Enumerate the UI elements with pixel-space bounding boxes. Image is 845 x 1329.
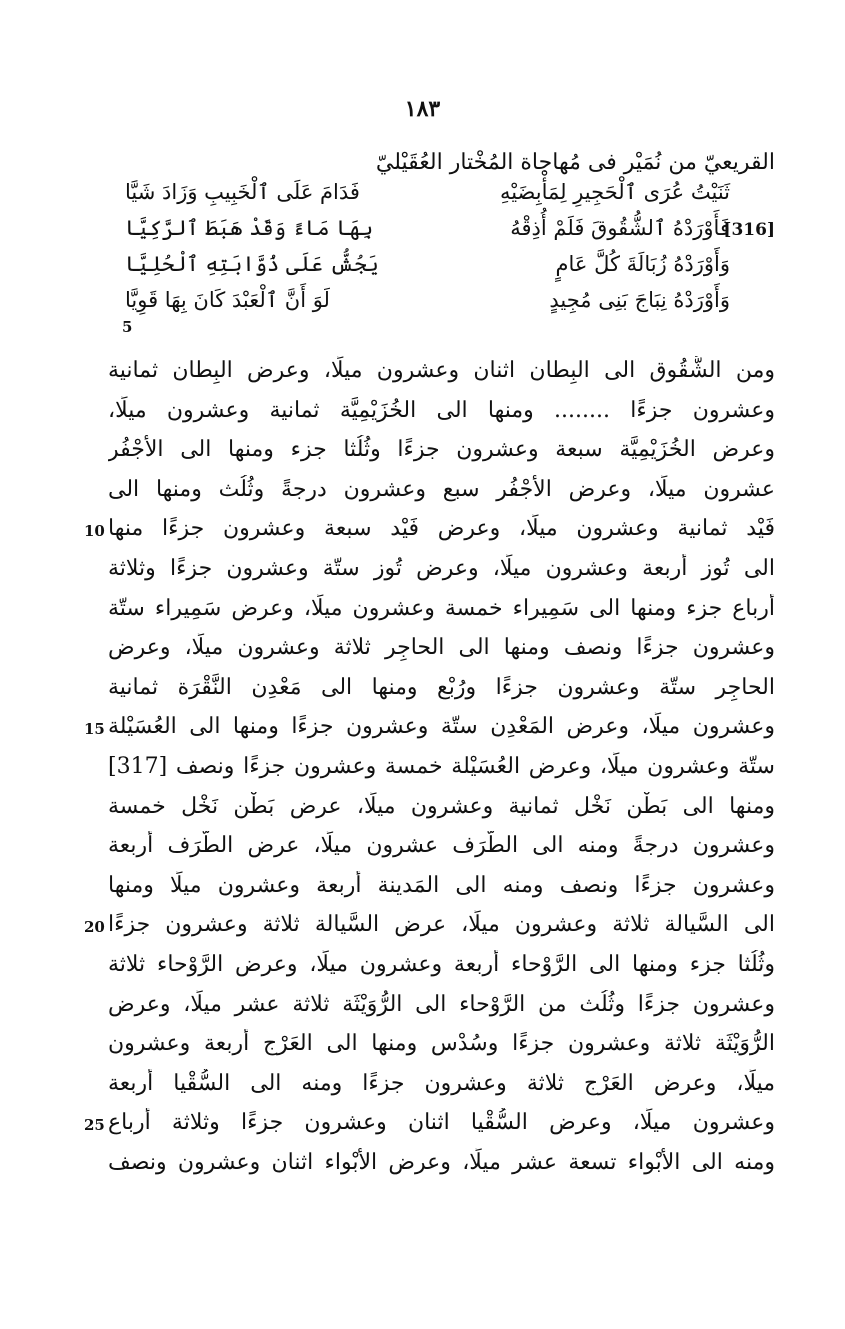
verse-first-hemistich: وَأَوْرَدْهُ زُبَالَةَ كُلَّ عَامٍ <box>555 252 730 276</box>
verse-first-hemistich: فَأَوْرَدْهُ ٱلشُّقُوقَ فَلَمْ أُذِقْهُ <box>510 216 730 240</box>
verse-second-hemistich: بِهَا مَاءً وَقَدْ هَبَطَ ٱلرَّكِيَّا <box>125 216 374 240</box>
prose-line: أرباع جزء ومنها الى سَمِيراء خمسة وعشرون ميلًا، وعرض سَمِيراء ستّة <box>108 596 775 621</box>
prose-line: ومن الشُّقُوق الى البِطان اثنان وعشرون ميلًا، وعرض البِطان ثمانية <box>108 358 775 383</box>
page-number: ١٨٣ <box>404 96 441 122</box>
verse-line <box>125 252 730 286</box>
line-number: 25 <box>84 1116 105 1134</box>
prose-line: ومنها الى بَطْن نَخْل ثمانية وعشرون ميلًا، عرض بَطْن نَخْل خمسة <box>108 794 775 819</box>
prose-line: عشرون ميلًا، وعرض الأَجْفُر سبع وعشرون درجةً وثُلُث ومنها الى <box>108 477 775 502</box>
prose-line: فَيْد ثمانية وعشرون ميلًا، وعرض فَيْد سبعة وعشرون جزءًا منها <box>108 516 775 541</box>
verse-line <box>125 288 730 322</box>
prose-line: الحاجِر ستّة وعشرون جزءًا ورُبْع ومنها الى مَعْدِن النَّقْرَة ثمانية <box>108 675 775 700</box>
verse-line <box>125 216 730 250</box>
prose-line: وعرض الخُزَيْمِيَّة سبعة وعشرون جزءًا وثُلُثا جزء ومنها الى الأَجْفُر <box>108 437 775 462</box>
prose-line: وثُلُثا جزء ومنها الى الرَّوْحاء أربعة وعشرون ميلًا، وعرض الرَّوْحاء ثلاثة <box>108 952 775 977</box>
prose-line: الرُّوَيْثَة ثلاثة وعشرون جزءًا وسُدْس ومنها الى العَرْج أربعة وعشرون <box>108 1031 775 1056</box>
verse-second-hemistich: فَدَامَ عَلَى ٱلْخَبِيبِ وَزَادَ شَيَّا <box>125 180 360 204</box>
prose-line: الى تُوز أربعة وعشرون ميلًا، وعرض تُوز ستّة وعشرون جزءًا وثلاثة <box>108 556 775 581</box>
prose-line: وعشرون ميلًا، وعرض المَعْدِن ستّة وعشرون جزءًا ومنها الى العُسَيْلة <box>108 714 775 739</box>
source-folio-marker: [316] <box>723 220 775 240</box>
prose-line: وعشرون جزءًا ونصف ومنها الى الحاجِر ثلاثة وعشرون ميلًا، وعرض <box>108 635 775 660</box>
prose-line: الى السَّيالة ثلاثة وعشرون ميلًا، عرض السَّيالة ثلاثة وعشرون جزءًا <box>108 912 775 937</box>
line-number: 10 <box>84 522 105 540</box>
prose-line: ستّة وعشرون ميلًا، وعرض العُسَيْلة خمسة وعشرون جزءًا ونصف [317] <box>108 754 775 779</box>
prose-line: ومنه الى الأَبْواء تسعة عشر ميلًا، وعرض الأَبْواء اثنان وعشرون ونصف <box>108 1150 775 1175</box>
verse-line <box>125 180 730 214</box>
poem-attribution: القريعيّ من نُمَيْر فى مُهاجاة المُخْتار العُقَيْليّ <box>375 150 775 175</box>
prose-line: وعشرون درجةً ومنه الى الطَّرَف عشرون ميلًا، عرض الطَّرَف أربعة <box>108 833 775 858</box>
prose-line: وعشرون جزءًا ........ ومنها الى الخُزَيْمِيَّة ثمانية وعشرون ميلًا، <box>108 398 775 423</box>
line-number: 5 <box>122 318 133 336</box>
verse-first-hemistich: ثَنَيْتُ عُرَى ٱلْحَجِيرِ لِمَأْبِضَيْهِ <box>499 180 730 204</box>
line-number: 20 <box>84 918 105 936</box>
line-number: 15 <box>84 720 105 738</box>
verse-second-hemistich: يَجُشُّ عَلَى ذُوَّابَتِهِ ٱلْحُلِيَّا <box>125 252 379 276</box>
prose-line: وعشرون ميلًا، وعرض السُّقْيا اثنان وعشرون جزءًا وثلاثة أرباع <box>108 1110 775 1135</box>
prose-line: وعشرون جزءًا ونصف ومنه الى المَدينة أربعة وعشرون ميلًا ومنها <box>108 873 775 898</box>
verse-second-hemistich: لَوَ أَنَّ ٱلْعَبْدَ كَانَ بِهَا قَوِيَّا <box>125 288 330 312</box>
prose-line: ميلًا، وعرض العَرْج ثلاثة وعشرون جزءًا ومنه الى السُّقْيا أربعة <box>108 1071 775 1096</box>
verse-first-hemistich: وَأَوْرَدْهُ نِبَاجَ بَنِى مُجِيدٍ <box>549 288 730 312</box>
prose-line: وعشرون جزءًا وثُلُث من الرَّوْحاء الى الرُّوَيْثَة ثلاثة عشر ميلًا، وعرض <box>108 992 775 1017</box>
